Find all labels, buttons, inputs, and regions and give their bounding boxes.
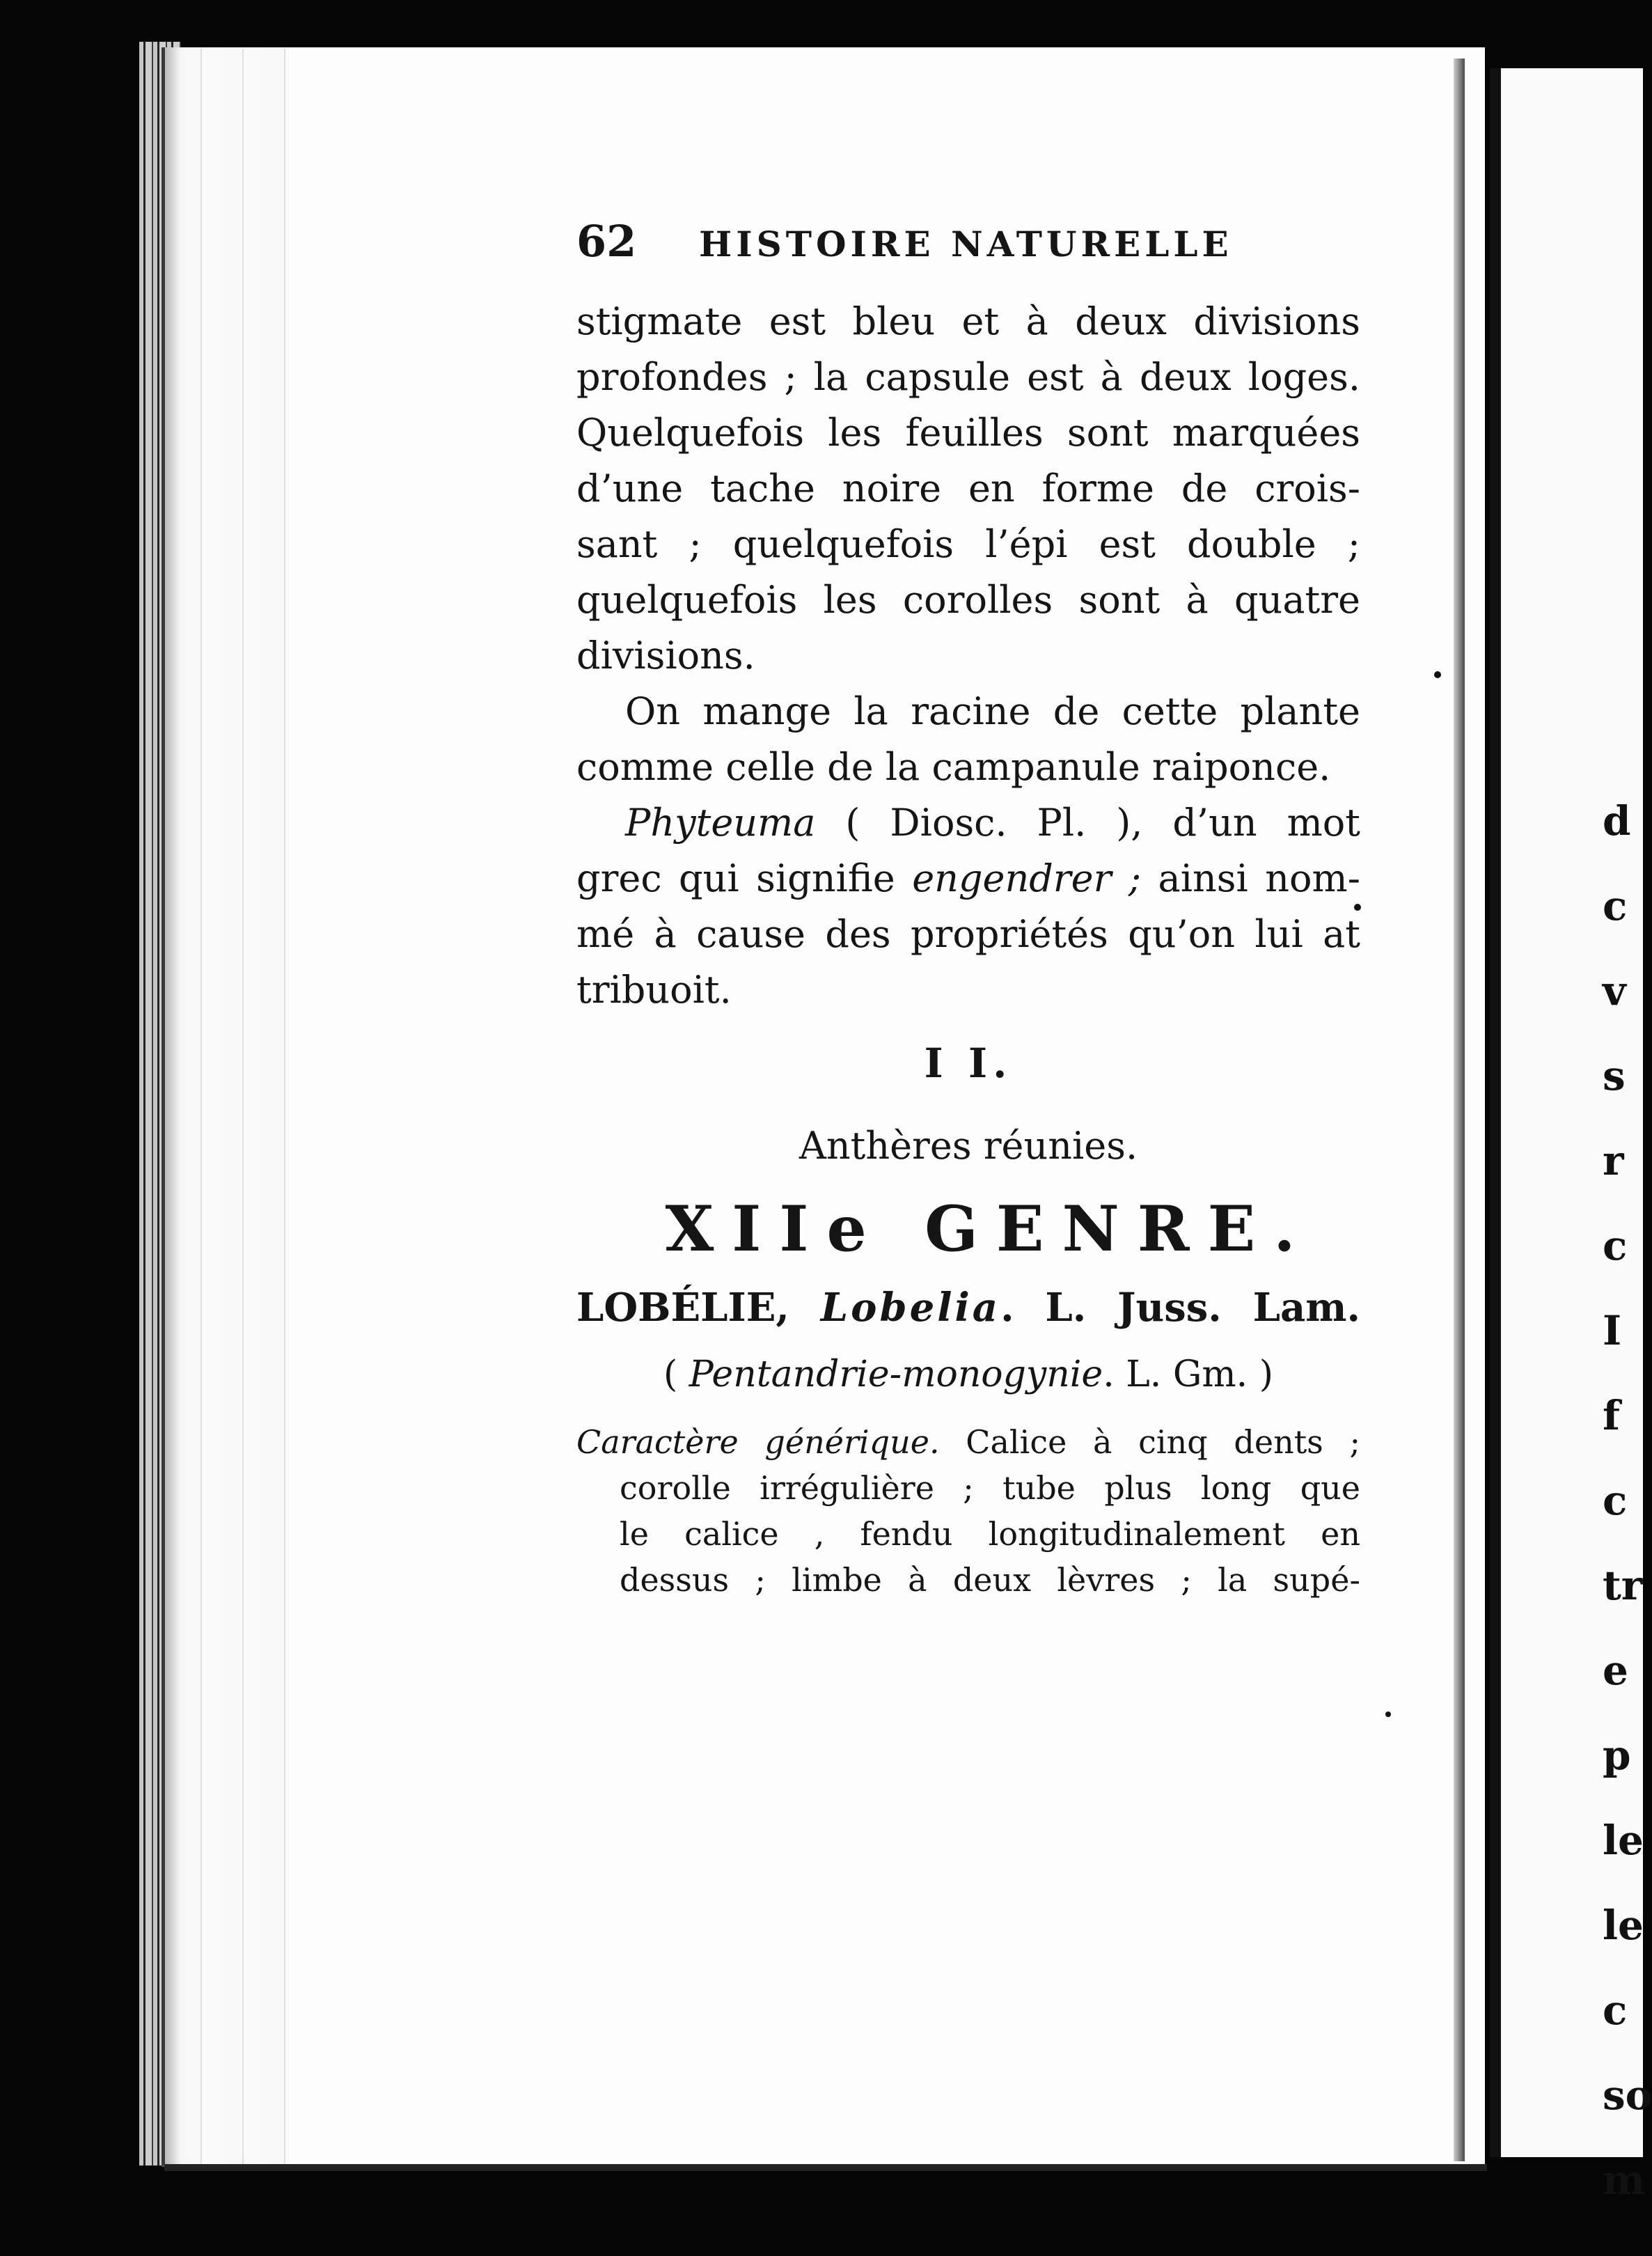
engendrer-italic: engendrer ;	[912, 856, 1142, 900]
text-line: profondes ; la capsule est à deux loges.	[576, 355, 1360, 399]
next-page-letter: I	[1603, 1307, 1622, 1354]
next-page-letter: s	[1603, 1052, 1626, 1099]
next-page-letter: c	[1603, 1477, 1628, 1524]
etymology-text: ( Diosc. Pl. ), d’un mot	[815, 801, 1360, 845]
next-page-letter: p	[1603, 1732, 1631, 1779]
char-line: dessus ; limbe à deux lèvres ; la supé-	[620, 1561, 1360, 1599]
text-line: tribuoit.	[576, 968, 732, 1012]
next-page-fragment	[1490, 68, 1652, 2204]
section-number: I I.	[924, 1040, 1013, 1087]
next-page-letter: f	[1603, 1392, 1620, 1439]
page-edge-shadow	[182, 49, 287, 2165]
generic-character	[576, 1419, 1360, 1603]
char-text: Calice à cinq dents ;	[939, 1423, 1360, 1461]
classification-rest: . L. Gm. )	[1103, 1354, 1274, 1395]
phyteuma-italic: Phyteuma	[625, 801, 816, 845]
etymology-text: grec qui signifie	[576, 856, 913, 900]
next-page-letter: le	[1603, 1902, 1644, 1949]
genus-name: LOBÉLIE,	[576, 1285, 789, 1331]
char-line: corolle irrégulière ; tube plus long que	[620, 1469, 1360, 1507]
next-page-letter: e	[1603, 1647, 1628, 1694]
text-line: Quelquefois les feuilles sont marquées	[576, 411, 1360, 455]
next-page-letter: c	[1603, 1987, 1628, 2034]
text-line: comme celle de la campanule raiponce.	[576, 745, 1331, 789]
next-page-letter: c	[1603, 1222, 1628, 1269]
section-title: Anthères réunies.	[799, 1124, 1138, 1168]
next-page-letter: le	[1603, 1817, 1644, 1864]
classification	[576, 1341, 1360, 1419]
page-number: 62	[576, 216, 637, 267]
next-page-letter: d	[1603, 797, 1631, 845]
ink-speck	[1354, 904, 1361, 911]
classification-open: (	[663, 1354, 689, 1395]
page-header	[576, 216, 1360, 294]
genus-latin: Lobelia	[820, 1285, 1001, 1331]
ink-speck	[1385, 1711, 1391, 1717]
next-page-letter: m	[1603, 2156, 1646, 2204]
book-spine	[1454, 58, 1465, 2161]
page-bottom-edge	[164, 2164, 1487, 2171]
running-title: HISTOIRE NATURELLE	[699, 224, 1233, 265]
text-line: stigmate est bleu et à deux divisions	[576, 299, 1360, 343]
genre-heading: XIIe GENRE.	[665, 1192, 1314, 1266]
text-line: On mange la racine de cette plante	[625, 689, 1360, 733]
genus-line	[576, 1274, 1360, 1341]
next-page-letter: c	[1603, 882, 1628, 930]
text-line: sant ; quelquefois l’épi est double ;	[576, 522, 1360, 566]
genus-authors: . L. Juss. Lam.	[1000, 1285, 1360, 1331]
text-block	[576, 216, 1360, 1603]
text-line: divisions.	[576, 634, 755, 677]
text-line: quelquefois les corolles sont à quatre	[576, 578, 1360, 622]
text-line	[576, 795, 1360, 851]
char-label: Caractère générique.	[576, 1423, 940, 1461]
ink-speck	[1434, 671, 1441, 678]
etymology-text: ainsi nom-	[1141, 856, 1360, 900]
next-page-letter: so	[1603, 2071, 1652, 2119]
text-line	[576, 851, 1360, 907]
text-line: d’une tache noire en forme de crois-	[576, 467, 1360, 510]
next-page-letter: r	[1603, 1137, 1624, 1184]
text-line: mé à cause des propriétés qu’on lui at	[576, 912, 1360, 956]
classification-italic: Pentandrie-monogynie	[689, 1354, 1103, 1395]
next-page-letters	[1603, 778, 1652, 2223]
char-line	[576, 1419, 1360, 1465]
char-line: le calice , fendu longitudinalement en	[620, 1515, 1360, 1553]
next-page-letter: tr	[1603, 1562, 1643, 1609]
next-page-letter: v	[1603, 967, 1626, 1015]
